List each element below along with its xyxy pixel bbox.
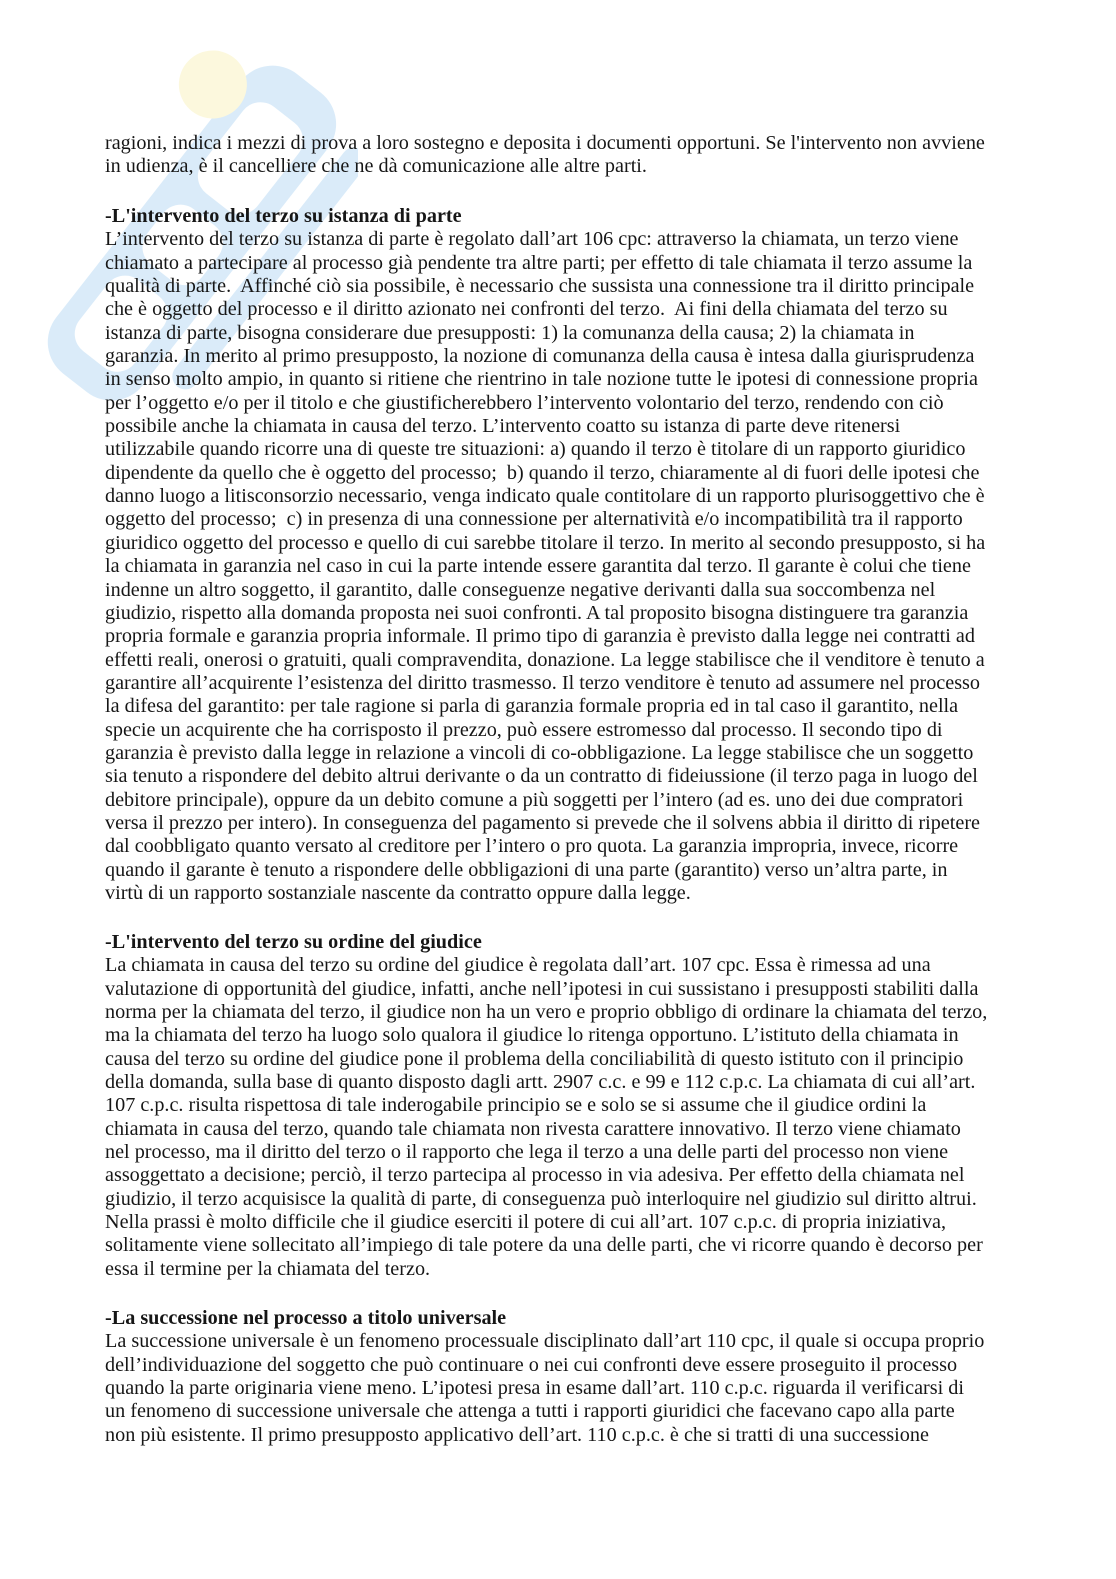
text-line: della domanda, sulla base di quanto disposto dagli artt. 2907 c.c. e 99 e 112 c.p.c. La chiamata di cui all’art.	[105, 1071, 976, 1094]
text-line: la chiamata in garanzia nel caso in cui la parte intende essere garantita dal terzo. Il garante è colui che tiene	[105, 555, 971, 578]
text-line: dal coobbligato quanto versato al creditore per l’intero o pro quota. La garanzia impropria, invece, ricorre	[105, 835, 959, 858]
text-line: utilizzabile quando ricorre una di queste tre situazioni: a) quando il terzo è titolare di un rapporto giuridico	[105, 438, 966, 461]
text-line: possibile anche la chiamata in causa del terzo. L’intervento coatto su istanza di parte deve ritenersi	[105, 415, 901, 438]
text-line: 107 c.p.c. risulta rispettosa di tale inderogabile principio se e solo se si assume che il giudice ordini la	[105, 1094, 927, 1117]
text-line: ma la chiamata del terzo ha luogo solo qualora il giudice lo ritenga opportuno. L’istituto della chiamata in	[105, 1024, 959, 1047]
section-intervento-istanza-di-parte	[105, 205, 1095, 905]
text-line: la difesa del garantito: per tale ragione si parla di garanzia formale propria ed in tal caso il garantito, nella	[105, 695, 959, 718]
text-line: nel processo, ma il diritto del terzo o il rapporto che lega il terzo a una delle parti del processo non viene	[105, 1141, 949, 1164]
text-line: chiamata in causa del terzo, quando tale chiamata non rivesta carattere innovativo. Il terzo viene chiamato	[105, 1117, 961, 1140]
text-line: versa il prezzo per intero). In conseguenza del pagamento si prevede che il solvens abbia il diritto di ripetere	[105, 811, 981, 834]
text-line: indenne un altro soggetto, il garantito, dalle conseguenze negative derivanti dalla sua soccombenza nel	[105, 578, 936, 601]
text-line: propria formale e garanzia propria informale. Il primo tipo di garanzia è previsto dalla legge nei contratti ad	[105, 625, 975, 648]
section-body	[105, 954, 1095, 1281]
text-line: giuridico oggetto del processo e quello di cui sarebbe titolare il terzo. In merito al secondo presupposto, si ha	[105, 531, 986, 554]
text-line: dell’individuazione del soggetto che può continuare o nei cui confronti deve essere proseguito il processo	[105, 1353, 958, 1376]
text-line: La chiamata in causa del terzo su ordine del giudice è regolata dall’art. 107 cpc. Essa è rimessa ad una	[105, 954, 931, 977]
text-line: in udienza, è il cancelliere che ne dà comunicazione alle altre parti.	[105, 155, 647, 178]
text-line: garantire all’acquirente l’esistenza del diritto trasmesso. Il terzo venditore è tenuto ad assumere nel processo	[105, 671, 981, 694]
text-line: giudizio, il terzo acquisisce la qualità di parte, di conseguenza può interloquire nel giudizio sul diritto altrui.	[105, 1187, 977, 1210]
text-line: un fenomeno di successione universale che attenga a tutti i rapporti giuridici che facevano capo alla parte	[105, 1400, 955, 1423]
text-line: non più esistente. Il primo presupposto applicativo dell’art. 110 c.p.c. è che si tratti di una successione	[105, 1423, 929, 1446]
text-line: specie un acquirente che ha corrisposto il prezzo, può essere estromesso dal processo. Il secondo tipo di	[105, 718, 943, 741]
text-line: danno luogo a litisconsorzio necessario, venga indicato quale contitolare di un rapporto plurisoggettivo che è	[105, 485, 985, 508]
text-line: valutazione di opportunità del giudice, infatti, anche nell’ipotesi in cui sussistano i presupposti stabiliti dalla	[105, 977, 979, 1000]
section-body	[105, 1330, 1095, 1447]
text-line: ragioni, indica i mezzi di prova a loro sostegno e deposita i documenti opportuni. Se l'intervento non avviene	[105, 132, 985, 154]
text-line: garanzia è previsto dalla legge in relazione a vincoli di co-obbligazione. La legge stabilisce che un soggetto	[105, 741, 974, 764]
text-line: virtù di un rapporto sostanziale nascente da contratto oppure dalla legge.	[105, 881, 691, 904]
text-line: effetti reali, onerosi o gratuiti, quali compravendita, donazione. La legge stabilisce che il venditore è tenuto a	[105, 648, 985, 671]
section-heading: -La successione nel processo a titolo universale	[105, 1307, 507, 1329]
text-line: Nella prassi è molto difficile che il giudice eserciti il potere di cui all’art. 107 c.p.c. di propria iniziativa,	[105, 1211, 947, 1234]
text-line: che è oggetto del processo e il diritto azionato nei confronti del terzo. Ai fini della chiamata del terzo su	[105, 298, 948, 321]
text-line: giudizio, rispetto alla domanda proposta nei suoi confronti. A tal proposito bisogna distinguere tra garanzia	[105, 601, 969, 624]
text-line: assoggettato a decisione; perciò, il terzo partecipa al processo in via adesiva. Per effetto della chiamata nel	[105, 1164, 965, 1187]
text-line: quando il garante è tenuto a rispondere delle obbligazioni di una parte (garantito) verso un’altra parte, in	[105, 858, 948, 881]
text-line: garanzia. In merito al primo presupposto, la nozione di comunanza della causa è intesa dalla giurisprudenza	[105, 345, 975, 368]
text-line: qualità di parte. Affinché ciò sia possibile, è necessario che sussista una connessione tra il diritto principale	[105, 275, 975, 298]
section-body	[105, 228, 1095, 905]
text-line: sia tenuto a rispondere del debito altrui derivante o da un contratto di fideiussione (il terzo paga in luogo del	[105, 765, 978, 788]
text-line: L’intervento del terzo su istanza di parte è regolato dall’art 106 cpc: attraverso la chiamata, un terzo viene	[105, 228, 959, 251]
text-line: La successione universale è un fenomeno processuale disciplinato dall’art 110 cpc, il quale si occupa proprio	[105, 1330, 985, 1353]
section-intervento-ordine-del-giudice	[105, 931, 1095, 1281]
section-heading: -L'intervento del terzo su istanza di parte	[105, 205, 462, 227]
text-line: in senso molto ampio, in quanto si ritiene che rientrino in tale nozione tutte le ipotesi di connessione propria	[105, 368, 978, 391]
text-line: debitore principale), oppure da un debito comune a più soggetti per l’intero (ad es. uno dei due compratori	[105, 788, 964, 811]
text-line: chiamato a partecipare al processo già pendente tra altre parti; per effetto di tale chiamata il terzo assume la	[105, 251, 973, 274]
intro-paragraph	[105, 132, 1095, 179]
text-line: per l’oggetto e/o per il titolo e che giustificherebbero l’intervento volontario del terzo, rendendo con ciò	[105, 391, 944, 414]
text-line: dipendente da quello che è oggetto del processo; b) quando il terzo, chiaramente al di fuori delle ipotesi che	[105, 461, 980, 484]
text-line: solitamente viene sollecitato all’impiego di tale potere da una delle parti, che vi ricorre quando è decorso per	[105, 1234, 983, 1257]
text-line: essa il termine per la chiamata del terzo.	[105, 1257, 431, 1280]
text-line: oggetto del processo; c) in presenza di una connessione per alternatività e/o incompatibilità tra il rapporto	[105, 508, 963, 531]
text-line: istanza di parte, bisogna considerare due presupposti: 1) la comunanza della causa; 2) la chiamata in	[105, 321, 915, 344]
text-line: causa del terzo su ordine del giudice pone il problema della conciliabilità di questo istituto con il principio	[105, 1047, 964, 1070]
text-line: quando la parte originaria viene meno. L’ipotesi presa in esame dall’art. 110 c.p.c. riguarda il verificarsi di	[105, 1377, 964, 1400]
section-successione-titolo-universale	[105, 1307, 1095, 1447]
text-line: norma per la chiamata del terzo, il giudice non ha un vero e proprio obbligo di ordinare la chiamata del terzo,	[105, 1001, 988, 1024]
section-heading: -L'intervento del terzo su ordine del giudice	[105, 931, 482, 953]
